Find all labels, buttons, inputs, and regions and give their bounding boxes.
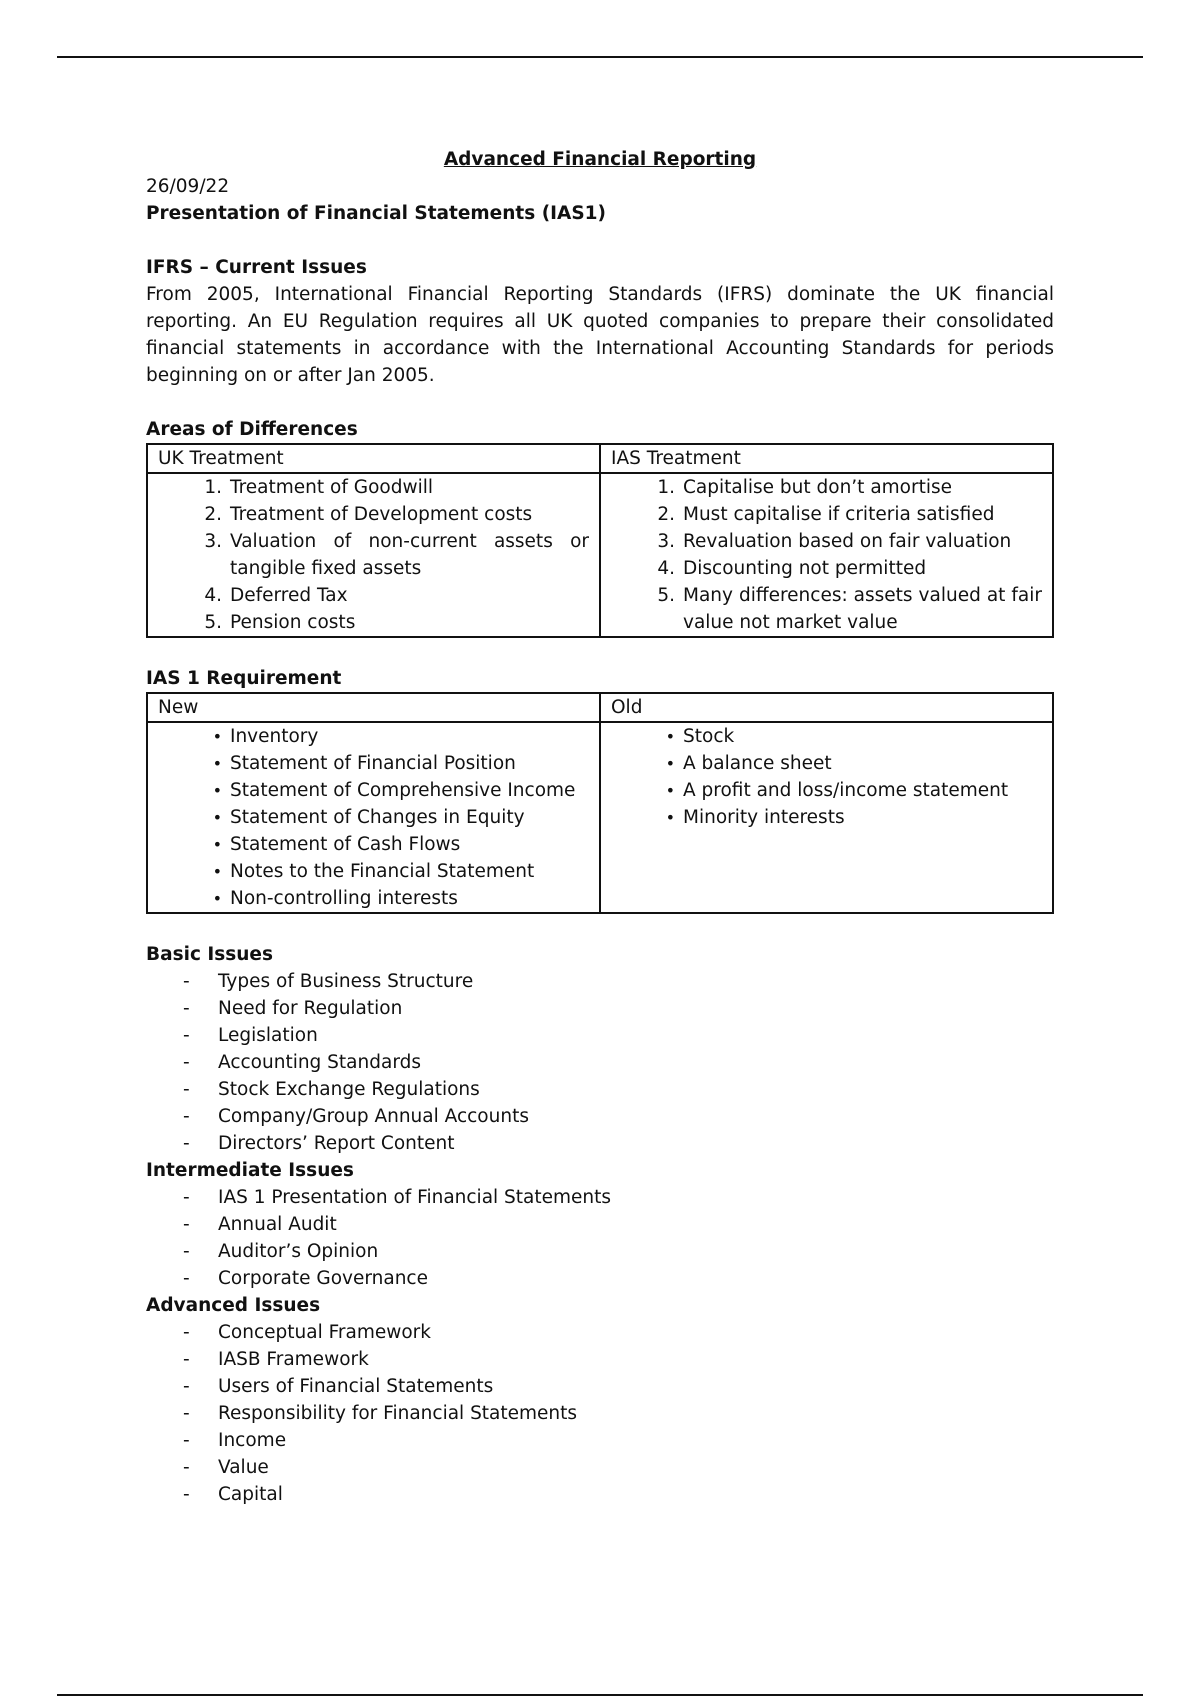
list-item: • A balance sheet (665, 753, 832, 774)
document-title: Advanced Financial Reporting (443, 149, 757, 170)
list-item: • Statement of Cash Flows (212, 834, 461, 855)
list-item: - Types of Business Structure (183, 971, 474, 992)
list-item: • A profit and loss/income statement (665, 780, 1009, 801)
list-item: - Company/Group Annual Accounts (183, 1106, 529, 1127)
list-item: 2. Must capitalise if criteria satisfied (657, 504, 995, 525)
list-item: - Auditor’s Opinion (183, 1241, 379, 1262)
intermediate-issues-heading: Intermediate Issues (146, 1160, 354, 1181)
list-item: - IASB Framework (183, 1349, 369, 1370)
list-item: - Corporate Governance (183, 1268, 428, 1289)
advanced-issues-list (146, 1319, 1054, 1508)
list-item: - Value (183, 1457, 269, 1478)
list-item: - Users of Financial Statements (183, 1376, 494, 1397)
list-item: • Minority interests (665, 807, 845, 828)
list-item: - Directors’ Report Content (183, 1133, 455, 1154)
new-terms-list (158, 723, 589, 912)
ias-treatment-cell (600, 473, 1053, 637)
basic-issues-list (146, 968, 1054, 1157)
document-body (146, 146, 1054, 1508)
footer-rule (57, 1694, 1143, 1696)
list-item: - Stock Exchange Regulations (183, 1079, 480, 1100)
ias1-heading: IAS 1 Requirement (146, 668, 342, 689)
ias-treatment-header: IAS Treatment (600, 444, 1053, 473)
list-item: - Annual Audit (183, 1214, 337, 1235)
list-item: • Inventory (212, 726, 319, 747)
list-item: 1. Treatment of Goodwill (204, 477, 433, 498)
list-item: - Capital (183, 1484, 283, 1505)
list-item: - Need for Regulation (183, 998, 403, 1019)
old-cell (600, 722, 1053, 913)
differences-heading: Areas of Differences (146, 419, 358, 440)
ifrs-paragraph: From 2005, International Financial Reporting Standards (IFRS) dominate the UK financial reporting. An EU Regulation requires all UK quoted companies to prepare their consolidated financial statements in accordance with the International Accounting Standards for periods beginning on or after Jan 2005. (146, 284, 1054, 386)
list-item: • Non-controlling interests (212, 888, 458, 909)
advanced-issues-heading: Advanced Issues (146, 1295, 321, 1316)
list-item: 4. Deferred Tax (204, 585, 348, 606)
list-item: • Stock (665, 726, 735, 747)
list-item: 3. Revaluation based on fair valuation (657, 531, 1012, 552)
list-item: 4. Discounting not permitted (657, 558, 927, 579)
ias1-table (146, 692, 1054, 914)
list-item: • Notes to the Financial Statement (212, 861, 535, 882)
old-terms-list (611, 723, 1042, 831)
uk-treatment-cell (147, 473, 600, 637)
ias-treatment-list (611, 474, 1042, 636)
list-item: - Income (183, 1430, 287, 1451)
list-item: 5. Pension costs (204, 612, 356, 633)
basic-issues-heading: Basic Issues (146, 944, 273, 965)
list-item: 1. Capitalise but don’t amortise (657, 477, 953, 498)
list-item: 2. Treatment of Development costs (204, 504, 533, 525)
document-subtitle: Presentation of Financial Statements (IAS1) (146, 203, 607, 224)
list-item: - Legislation (183, 1025, 318, 1046)
list-item: • Statement of Changes in Equity (212, 807, 525, 828)
list-item: • Statement of Financial Position (212, 753, 516, 774)
old-header: Old (600, 693, 1053, 722)
list-item: - IAS 1 Presentation of Financial Statements (183, 1187, 612, 1208)
list-item: 5. Many differences: assets valued at fair value not market value (657, 585, 1042, 633)
new-cell (147, 722, 600, 913)
list-item: • Statement of Comprehensive Income (212, 780, 576, 801)
list-item: - Conceptual Framework (183, 1322, 432, 1343)
ifrs-heading: IFRS – Current Issues (146, 257, 367, 278)
list-item: - Responsibility for Financial Statements (183, 1403, 578, 1424)
list-item: - Accounting Standards (183, 1052, 421, 1073)
list-item: 3. Valuation of non-current assets or tangible fixed assets (204, 531, 589, 579)
new-header: New (147, 693, 600, 722)
uk-treatment-list (158, 474, 589, 636)
intermediate-issues-list (146, 1184, 1054, 1292)
header-rule (57, 56, 1143, 58)
document-date: 26/09/22 (146, 176, 230, 197)
uk-treatment-header: UK Treatment (147, 444, 600, 473)
differences-table (146, 443, 1054, 638)
